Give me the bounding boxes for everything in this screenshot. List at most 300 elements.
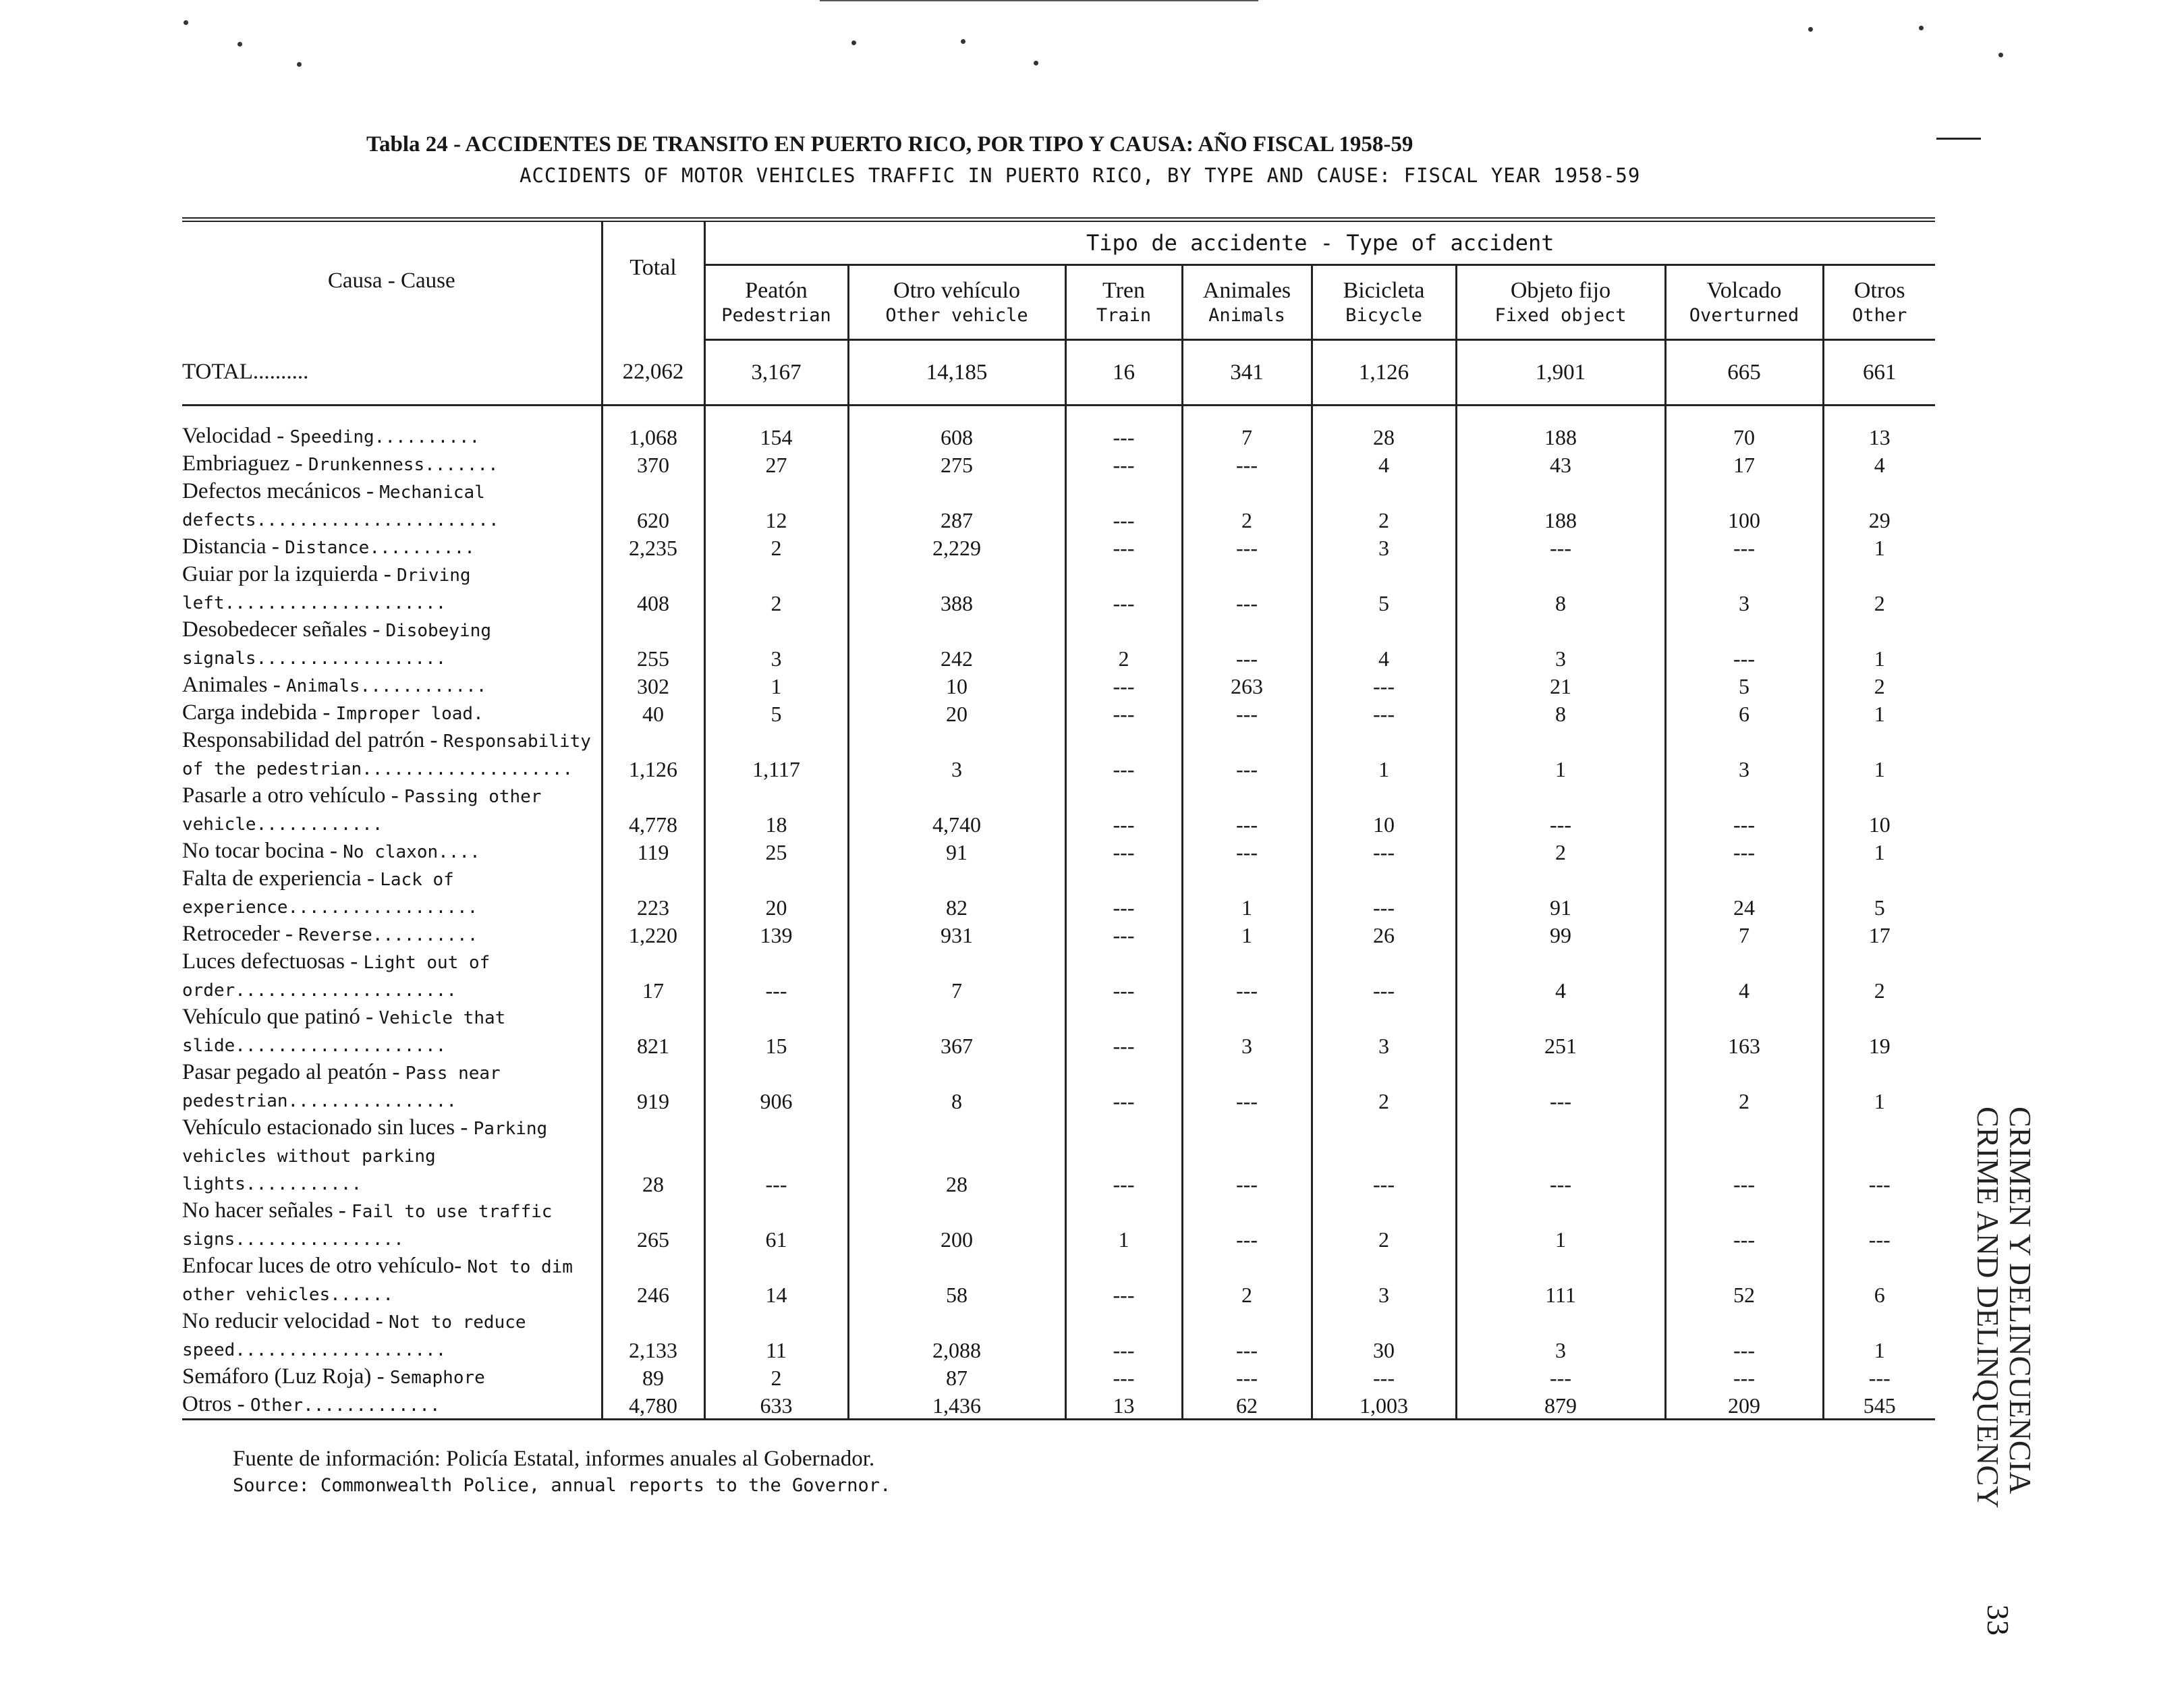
value-cell: 4 [1312,450,1456,478]
cause-label-es: Pasar pegado al peatón - [182,1060,405,1084]
table-row [182,616,1935,671]
type-header-en: Other [1852,305,1907,326]
value-cell: 263 [1182,671,1312,699]
value-cell: 2 [1665,1059,1823,1114]
value-cell: --- [1665,837,1823,865]
type-header-en: Train [1096,305,1152,326]
value-cell: 188 [1456,422,1665,450]
value-cell: 70 [1665,422,1823,450]
type-header-es: Tren [1102,278,1145,303]
value-cell: 163 [1665,1003,1823,1059]
cause-label-es: Defectos mecánicos - [182,479,380,503]
table-row [182,727,1935,782]
value-cell: --- [1065,561,1182,616]
cause-cell [182,561,602,616]
cause-label-es: Desobedecer señales - [182,617,386,642]
cause-label-es: Retroceder - [182,922,299,946]
cause-label-es: Carga indebida - [182,700,336,725]
type-header-es: Animales [1202,278,1291,303]
type-group-header: Tipo de accidente - Type of accident [704,220,1935,265]
value-cell: 20 [848,699,1065,727]
value-cell: 6 [1823,1252,1935,1308]
value-cell: 14 [704,1252,848,1308]
cause-cell [182,699,602,727]
value-cell: --- [1182,450,1312,478]
value-cell: --- [1065,782,1182,837]
value-cell: 119 [602,837,704,865]
value-cell: --- [1182,948,1312,1003]
cause-label-es: Vehículo estacionado sin luces - [182,1115,474,1140]
value-cell: 1 [1823,699,1935,727]
value-cell: 5 [1312,561,1456,616]
cause-cell [182,727,602,782]
value-cell: --- [1456,1114,1665,1197]
value-cell: 919 [602,1059,704,1114]
value-cell: --- [1065,671,1182,699]
value-cell: 3 [704,616,848,671]
value-cell: 287 [848,478,1065,533]
value-cell: 2 [1182,1252,1312,1308]
top-rule [820,0,1258,1]
value-cell: 2 [1312,478,1456,533]
cause-cell [182,671,602,699]
cause-label-es: Responsabilidad del patrón - [182,728,443,752]
value-cell: --- [1182,561,1312,616]
total-row-label: TOTAL.......... [182,340,602,406]
value-cell: --- [1456,782,1665,837]
value-cell: 30 [1312,1308,1456,1363]
value-cell: 15 [704,1003,848,1059]
value-cell: 223 [602,865,704,920]
value-cell: 302 [602,671,704,699]
value-cell: 1 [1823,1308,1935,1363]
value-cell: 2 [1312,1059,1456,1114]
cause-label-en: Driving left..................... [182,565,471,613]
cause-header [182,220,602,340]
cause-cell [182,1308,602,1363]
total-header [602,220,704,340]
value-cell: 91 [848,837,1065,865]
value-cell: 2 [1823,561,1935,616]
scan-speck [1998,53,2003,57]
cause-label-en: Parking vehicles without parking lights........... [182,1119,548,1194]
value-cell: 1,126 [602,727,704,782]
total-cell: 1,126 [1312,340,1456,406]
cause-cell [182,1197,602,1252]
cause-label-es: Distancia - [182,534,285,559]
source-es: Fuente de información: Policía Estatal, informes anuales al Gobernador. [233,1447,875,1471]
cause-label-en: Light out of order..................... [182,953,491,1001]
cause-cell [182,1252,602,1308]
value-cell: --- [1312,837,1456,865]
cause-cell [182,450,602,478]
cause-label-es: Semáforo (Luz Roja) - [182,1364,390,1389]
value-cell: 2,133 [602,1308,704,1363]
value-cell: 28 [1312,422,1456,450]
value-cell: 5 [1823,865,1935,920]
value-cell: 13 [1065,1391,1182,1420]
value-cell: --- [1182,1197,1312,1252]
value-cell: 26 [1312,920,1456,948]
cause-cell [182,865,602,920]
value-cell: 4,780 [602,1391,704,1420]
value-cell: 3 [1456,1308,1665,1363]
value-cell: 12 [704,478,848,533]
cause-cell [182,1003,602,1059]
value-cell: --- [1823,1197,1935,1252]
value-cell: 2 [1312,1197,1456,1252]
value-cell: 2 [1823,948,1935,1003]
cause-label-es: Guiar por la izquierda - [182,562,397,586]
type-header-overturned [1665,265,1823,340]
value-cell: 1 [1823,1059,1935,1114]
cause-label-en: Speeding.......... [289,427,480,447]
value-cell: 3 [1665,561,1823,616]
value-cell: 3 [1312,533,1456,561]
total-cell: 16 [1065,340,1182,406]
value-cell: 17 [602,948,704,1003]
cause-label-en: Disobeying signals.................. [182,621,491,669]
value-cell: 2 [1823,671,1935,699]
value-cell: 10 [1823,782,1935,837]
cause-cell [182,478,602,533]
scan-speck [237,42,242,47]
table-row [182,1391,1935,1420]
value-cell: 608 [848,422,1065,450]
cause-header-label: Causa - Cause [327,268,455,293]
type-header-es: Otro vehículo [893,278,1020,303]
value-cell: 10 [848,671,1065,699]
value-cell: 1,220 [602,920,704,948]
value-cell: 4 [1823,450,1935,478]
value-cell: --- [1312,1114,1456,1197]
value-cell: --- [704,1114,848,1197]
value-cell: 62 [1182,1391,1312,1420]
value-cell: 28 [848,1114,1065,1197]
value-cell: 1 [1456,727,1665,782]
type-header-other [1823,265,1935,340]
value-cell: 27 [704,450,848,478]
type-header-animals [1182,265,1312,340]
value-cell: 52 [1665,1252,1823,1308]
value-cell: 5 [704,699,848,727]
value-cell: 2 [704,1363,848,1391]
type-header-en: Overturned [1689,305,1799,326]
cause-cell [182,1363,602,1391]
value-cell: 91 [1456,865,1665,920]
value-cell: --- [1182,837,1312,865]
value-cell: 82 [848,865,1065,920]
value-cell: 4,778 [602,782,704,837]
cause-cell [182,837,602,865]
value-cell: 8 [1456,561,1665,616]
value-cell: 25 [704,837,848,865]
scan-speck [851,40,856,45]
value-cell: 242 [848,616,1065,671]
cause-label-en: Lack of experience.................. [182,870,478,918]
value-cell: 275 [848,450,1065,478]
value-cell: 1 [1065,1197,1182,1252]
value-cell: 7 [1182,422,1312,450]
value-cell: --- [1065,450,1182,478]
value-cell: 43 [1456,450,1665,478]
cause-label-en: Passing other vehicle............ [182,787,542,835]
value-cell: 4,740 [848,782,1065,837]
value-cell: --- [1065,699,1182,727]
cause-cell [182,422,602,450]
cause-label-es: Luces defectuosas - [182,949,364,974]
value-cell: 18 [704,782,848,837]
value-cell: 265 [602,1197,704,1252]
value-cell: 2 [704,533,848,561]
total-cell: 341 [1182,340,1312,406]
cause-label-es: Enfocar luces de otro vehículo- [182,1254,468,1278]
value-cell: --- [704,948,848,1003]
table-row [182,699,1935,727]
value-cell: 28 [602,1114,704,1197]
cause-label-es: No hacer señales - [182,1198,352,1223]
value-cell: 19 [1823,1003,1935,1059]
total-cell: 1,901 [1456,340,1665,406]
value-cell: --- [1065,865,1182,920]
value-cell: 13 [1823,422,1935,450]
type-header-en: Bicycle [1345,305,1422,326]
value-cell: --- [1182,616,1312,671]
cause-cell [182,1059,602,1114]
value-cell: --- [1665,1363,1823,1391]
cause-cell [182,782,602,837]
value-cell: 1 [704,671,848,699]
cause-cell [182,1391,602,1420]
scan-speck [297,62,302,67]
value-cell: --- [1456,1059,1665,1114]
value-cell: 4 [1312,616,1456,671]
table-row [182,1252,1935,1308]
type-header-other-vehicle [848,265,1065,340]
value-cell: --- [1065,948,1182,1003]
type-header-es: Bicicleta [1343,278,1425,303]
table-row [182,450,1935,478]
value-cell: 3 [1312,1003,1456,1059]
source-en: Source: Commonwealth Police, annual reports to the Governor. [233,1475,891,1496]
value-cell: 388 [848,561,1065,616]
value-cell: 209 [1665,1391,1823,1420]
value-cell: 11 [704,1308,848,1363]
value-cell: --- [1065,1003,1182,1059]
cause-label-en: No claxon.... [343,842,480,862]
value-cell: 3 [1456,616,1665,671]
value-cell: --- [1065,1114,1182,1197]
table-row [182,920,1935,948]
value-cell: --- [1182,1308,1312,1363]
cause-label-es: Animales - [182,673,286,697]
total-row [182,340,1935,406]
value-cell: 89 [602,1363,704,1391]
scan-speck [1919,26,1924,30]
cause-label-es: Velocidad - [182,424,290,448]
value-cell: 17 [1823,920,1935,948]
value-cell: 99 [1456,920,1665,948]
table-row [182,1308,1935,1363]
value-cell: --- [1665,782,1823,837]
cause-label-en: Mechanical defects....................... [182,482,499,530]
table-row [182,1114,1935,1197]
cause-cell [182,920,602,948]
total-cell: 665 [1665,340,1823,406]
scan-speck [961,39,965,44]
value-cell: 1 [1823,727,1935,782]
table-row [182,1197,1935,1252]
cause-label-en: Semaphore [389,1368,485,1388]
value-cell: --- [1065,1059,1182,1114]
value-cell: --- [1312,699,1456,727]
value-cell: 2 [1456,837,1665,865]
cause-label-es: Embriaguez - [182,451,308,476]
value-cell: --- [1312,865,1456,920]
value-cell: 255 [602,616,704,671]
value-cell: 620 [602,478,704,533]
value-cell: --- [1182,782,1312,837]
value-cell: 1 [1312,727,1456,782]
value-cell: 188 [1456,478,1665,533]
value-cell: 3 [1182,1003,1312,1059]
value-cell: 1,436 [848,1391,1065,1420]
value-cell: --- [1182,727,1312,782]
value-cell: 2,088 [848,1308,1065,1363]
cause-label-es: Pasarle a otro vehículo - [182,783,404,808]
table-row [182,533,1935,561]
value-cell: 7 [1665,920,1823,948]
table-row [182,1363,1935,1391]
value-cell: 251 [1456,1003,1665,1059]
value-cell: --- [1312,948,1456,1003]
value-cell: 2 [1065,616,1182,671]
value-cell: 200 [848,1197,1065,1252]
value-cell: --- [1312,671,1456,699]
value-cell: 87 [848,1363,1065,1391]
header-row-group [182,220,1935,265]
value-cell: 1 [1823,837,1935,865]
value-cell: --- [1456,1363,1665,1391]
value-cell: 17 [1665,450,1823,478]
total-cell: 661 [1823,340,1935,406]
value-cell: --- [1065,1308,1182,1363]
table-row [182,782,1935,837]
value-cell: 545 [1823,1391,1935,1420]
value-cell: --- [1182,1363,1312,1391]
value-cell: --- [1065,478,1182,533]
total-cell: 3,167 [704,340,848,406]
value-cell: 20 [704,865,848,920]
cause-label-en: Animals............ [285,676,487,696]
table-row [182,1059,1935,1114]
scan-speck [1808,27,1813,32]
cause-label-en: Vehicle that slide.................... [182,1008,506,1056]
value-cell: 367 [848,1003,1065,1059]
type-header-en: Animals [1208,305,1285,326]
type-header-pedestrian [704,265,848,340]
value-cell: --- [1665,1197,1823,1252]
value-cell: 821 [602,1003,704,1059]
value-cell: 1 [1182,865,1312,920]
total-cell: 14,185 [848,340,1065,406]
cause-label-es: No tocar bocina - [182,839,343,863]
cause-label-en: Distance.......... [285,538,475,558]
cause-label-en: Fail to use traffic signs................ [182,1202,553,1250]
table-row [182,478,1935,533]
value-cell: 2 [1182,478,1312,533]
type-header-train [1065,265,1182,340]
type-header-en: Pedestrian [721,305,831,326]
value-cell: 24 [1665,865,1823,920]
value-cell: 40 [602,699,704,727]
type-header-fixed-object [1456,265,1665,340]
table-row [182,561,1935,616]
value-cell: --- [1065,1252,1182,1308]
value-cell: --- [1823,1363,1935,1391]
value-cell: 1 [1182,920,1312,948]
value-cell: --- [1456,533,1665,561]
value-cell: 4 [1456,948,1665,1003]
value-cell: --- [1823,1114,1935,1197]
type-header-es: Volcado [1706,278,1782,303]
scan-speck [1034,61,1038,65]
value-cell: 4 [1665,948,1823,1003]
type-header-bicycle [1312,265,1456,340]
value-cell: 8 [1456,699,1665,727]
table-row [182,422,1935,450]
cause-label-en: Reverse.......... [298,925,478,945]
cause-label-es: No reducir velocidad - [182,1309,389,1333]
value-cell: 58 [848,1252,1065,1308]
value-cell: 3 [848,727,1065,782]
value-cell: 633 [704,1391,848,1420]
cause-label-en: Not to dim other vehicles...... [182,1257,573,1305]
cause-label-es: Falta de experiencia - [182,866,381,891]
cause-label-en: Other............. [250,1395,441,1416]
table-row [182,865,1935,920]
cause-cell [182,1114,602,1197]
type-header-en: Fixed object [1494,305,1627,326]
value-cell: 3 [1665,727,1823,782]
value-cell: 139 [704,920,848,948]
value-cell: --- [1065,920,1182,948]
value-cell: --- [1665,533,1823,561]
value-cell: 154 [704,422,848,450]
cause-label-es: Otros - [182,1392,250,1416]
value-cell: --- [1312,1363,1456,1391]
value-cell: 6 [1665,699,1823,727]
value-cell: --- [1182,1059,1312,1114]
value-cell: 2,235 [602,533,704,561]
table-body [182,340,1935,1420]
accidents-table [182,217,1935,1420]
value-cell: 111 [1456,1252,1665,1308]
value-cell: --- [1065,533,1182,561]
type-header-en: Other vehicle [885,305,1028,326]
type-header-es: Objeto fijo [1510,278,1611,303]
value-cell: --- [1065,1363,1182,1391]
value-cell: 1,068 [602,422,704,450]
value-cell: --- [1065,422,1182,450]
cause-label-es: Vehículo que patinó - [182,1005,379,1029]
value-cell: 2 [704,561,848,616]
cause-cell [182,616,602,671]
running-head-en: CRIME AND DELINQUENCY [1971,1107,2005,1509]
spacer-row [182,406,1935,423]
page-number: 33 [1981,1605,2015,1636]
value-cell: 61 [704,1197,848,1252]
